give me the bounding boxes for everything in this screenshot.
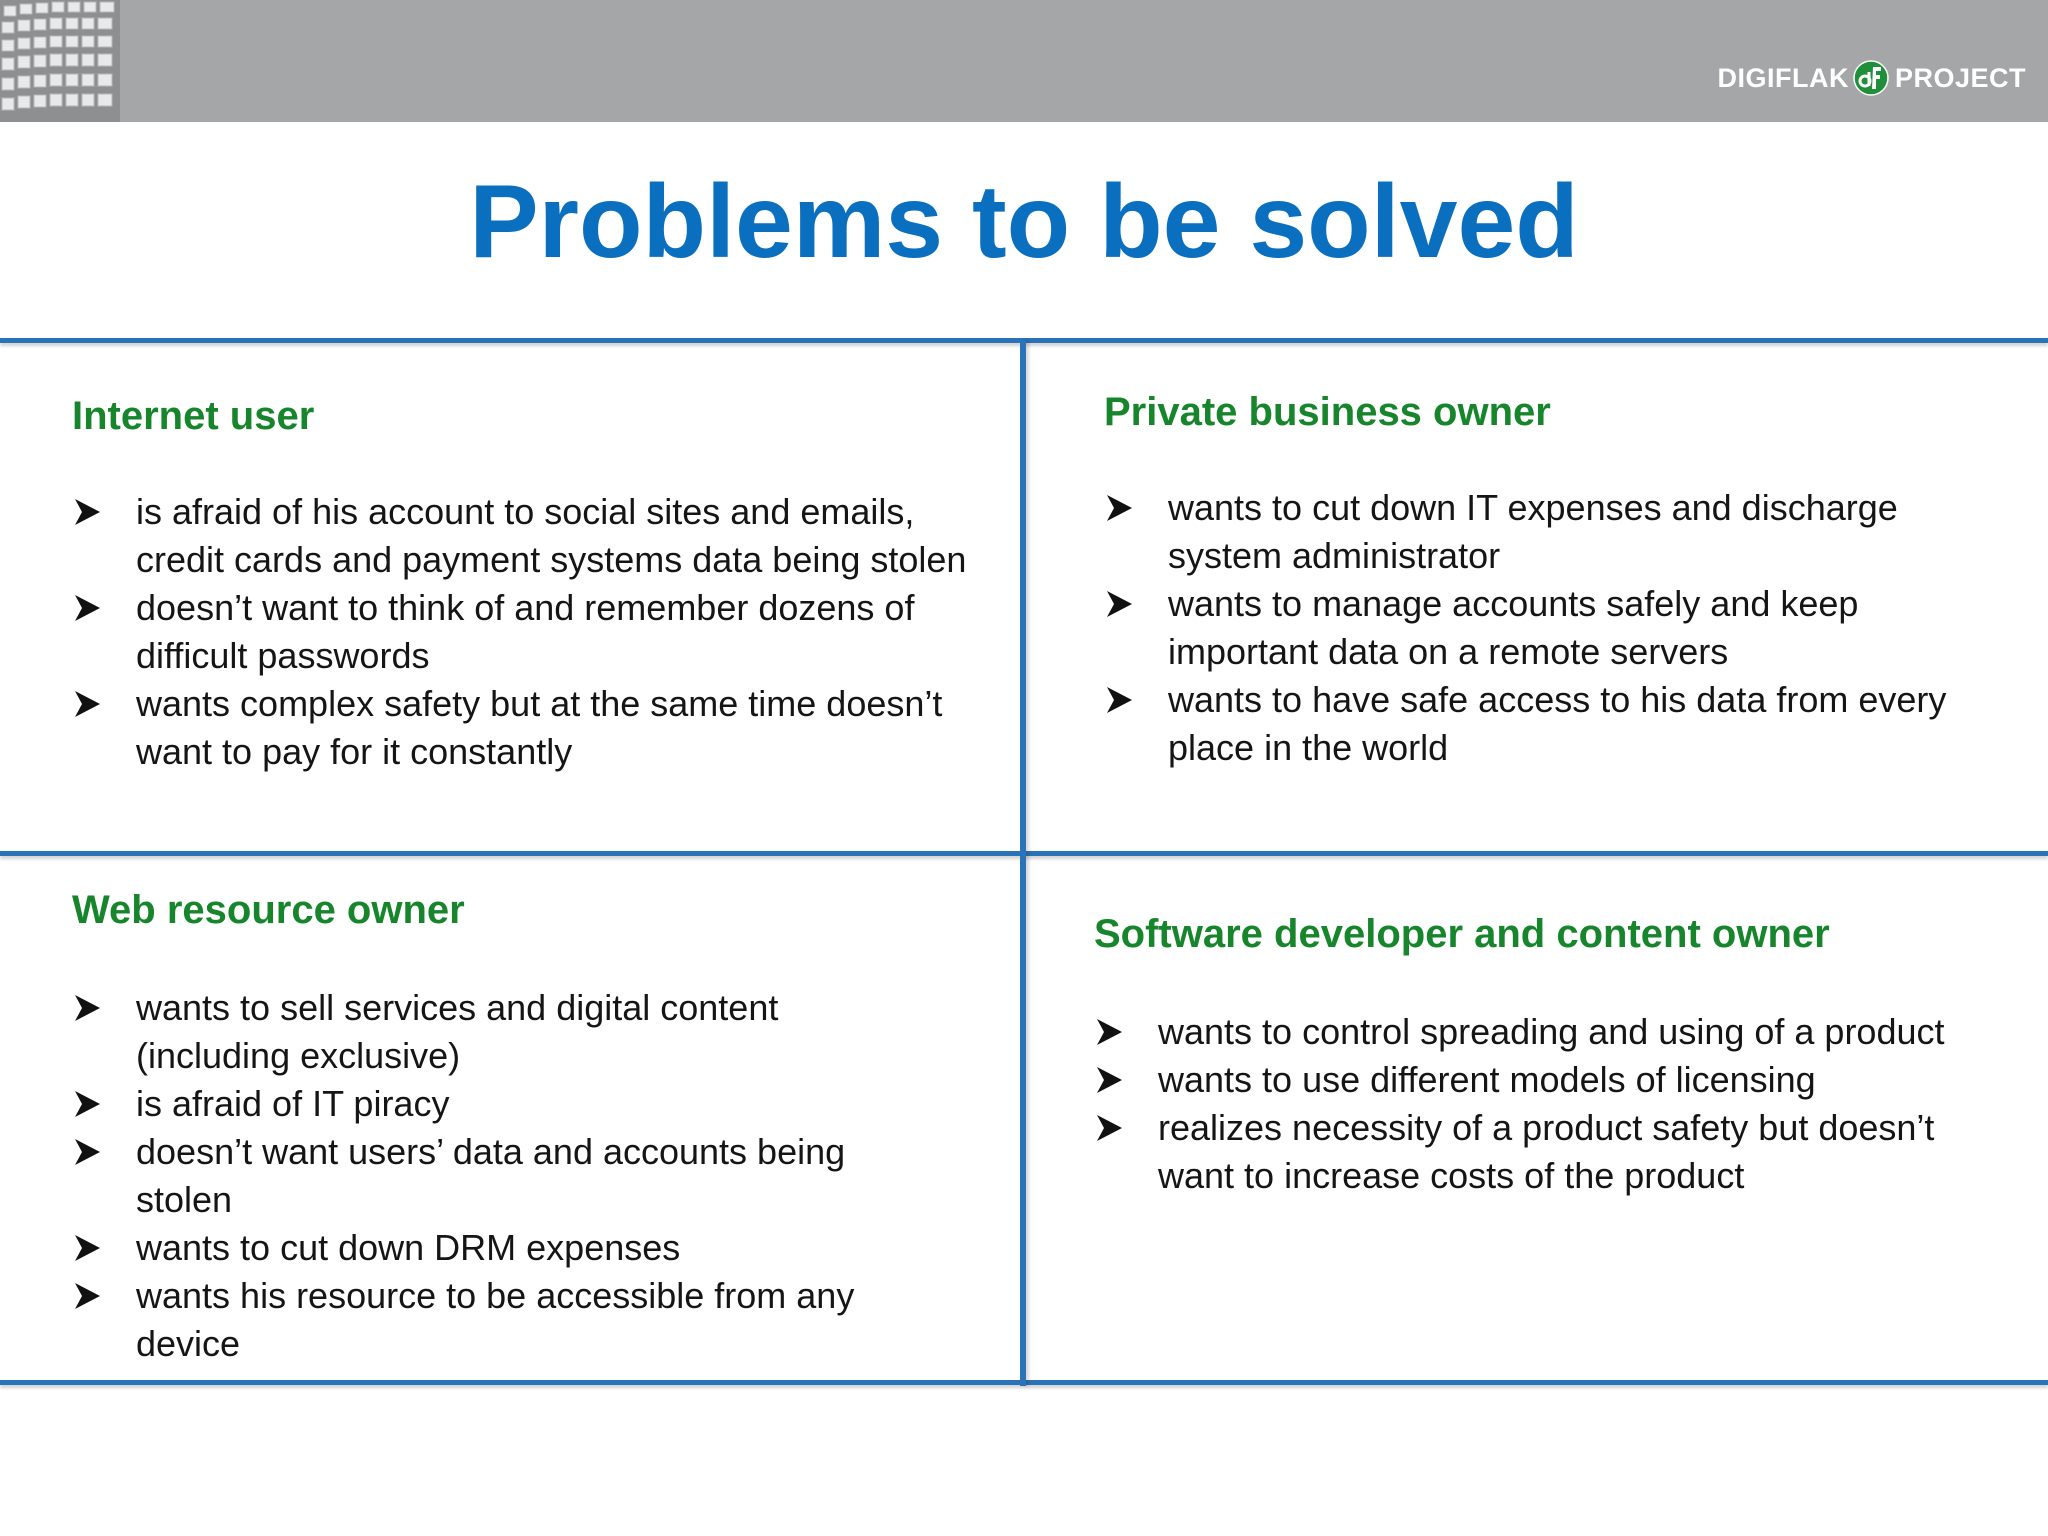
list-item: wants to control spreading and using of a product: [1094, 1008, 1974, 1056]
list-item: wants to have safe access to his data from every place in the world: [1104, 676, 1984, 772]
list-item: doesn’t want users’ data and accounts being stolen: [72, 1128, 892, 1224]
digiflak-logo-icon: [1853, 60, 1889, 96]
list-item: realizes necessity of a product safety but doesn’t want to increase costs of the product: [1094, 1104, 1974, 1200]
list-item: wants complex safety but at the same time doesn’t want to pay for it constantly: [72, 680, 972, 776]
list-item: is afraid of IT piracy: [72, 1080, 892, 1128]
arrow-bullet-icon: [72, 1233, 102, 1263]
brand-project-label: PROJECT: [1894, 62, 2026, 93]
brand-name: DIGIFLAK: [1717, 62, 1849, 93]
bullet-list: [1094, 1008, 1974, 1200]
bullet-list: [1104, 484, 1984, 772]
list-item: is afraid of his account to social sites and emails, credit cards and payment systems data being stolen: [72, 488, 972, 584]
list-item: doesn’t want to think of and remember dozens of difficult passwords: [72, 584, 972, 680]
list-item: wants to manage accounts safely and keep important data on a remote servers: [1104, 580, 1984, 676]
arrow-bullet-icon: [72, 593, 102, 623]
arrow-bullet-icon: [1094, 1113, 1124, 1143]
tile-pattern-decoration: [0, 0, 120, 122]
quadrant-web-resource-owner: [72, 886, 892, 1368]
arrow-bullet-icon: [72, 1281, 102, 1311]
quadrant-heading: Internet user: [72, 394, 315, 438]
tile-pattern-icon: [0, 0, 120, 122]
quadrant-software-developer: [1094, 910, 1974, 1200]
list-item: wants to cut down DRM expenses: [72, 1224, 892, 1272]
arrow-bullet-icon: [1104, 685, 1134, 715]
arrow-bullet-icon: [72, 1089, 102, 1119]
quadrant-heading: Software developer and content owner: [1094, 912, 1830, 956]
list-item: wants his resource to be accessible from any device: [72, 1272, 892, 1368]
bullet-list: [72, 984, 892, 1368]
brand-logo: [1717, 60, 2026, 96]
divider-vertical: [1020, 340, 1026, 1386]
quadrant-heading: Private business owner: [1104, 390, 1551, 434]
arrow-bullet-icon: [72, 993, 102, 1023]
quadrant-heading: Web resource owner: [72, 888, 465, 932]
arrow-bullet-icon: [1094, 1065, 1124, 1095]
arrow-bullet-icon: [1104, 493, 1134, 523]
quadrant-private-business-owner: [1104, 388, 1984, 772]
arrow-bullet-icon: [72, 689, 102, 719]
list-item: wants to sell services and digital content (including exclusive): [72, 984, 892, 1080]
arrow-bullet-icon: [1104, 589, 1134, 619]
arrow-bullet-icon: [72, 497, 102, 527]
arrow-bullet-icon: [72, 1137, 102, 1167]
quadrant-internet-user: [72, 392, 972, 776]
bullet-list: [72, 488, 972, 776]
list-item: wants to cut down IT expenses and discharge system administrator: [1104, 484, 1984, 580]
header-banner: [0, 0, 2048, 122]
arrow-bullet-icon: [1094, 1017, 1124, 1047]
page-title: Problems to be solved: [469, 164, 1579, 280]
list-item: wants to use different models of licensing: [1094, 1056, 1974, 1104]
